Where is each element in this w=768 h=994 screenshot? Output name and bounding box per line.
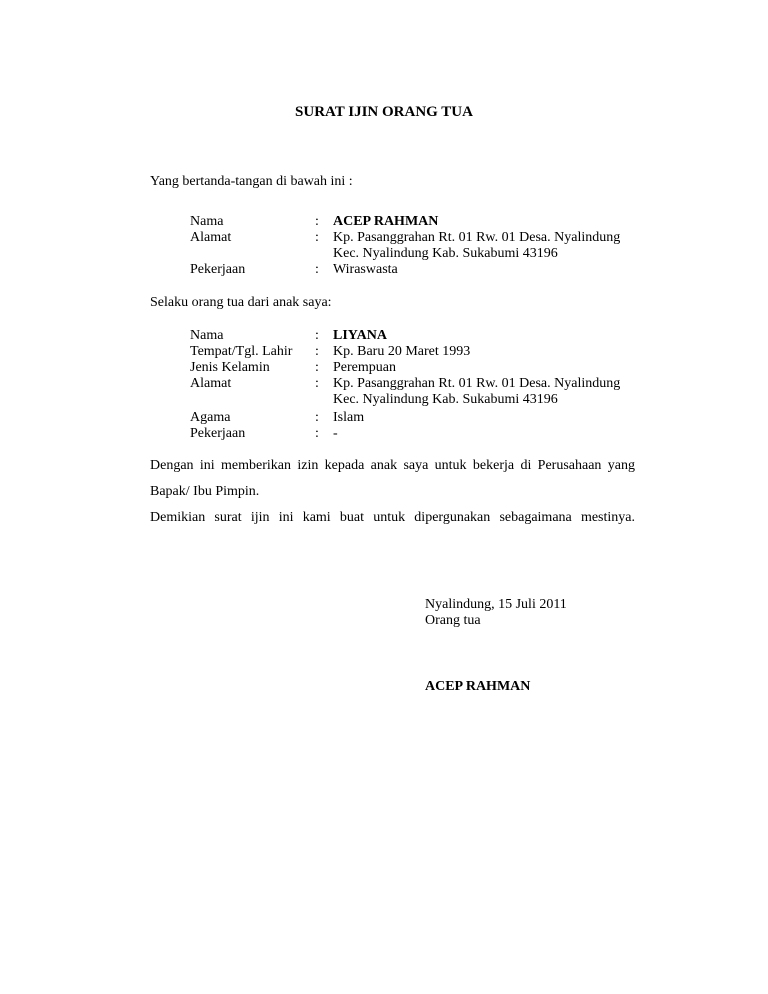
colon: : xyxy=(315,410,319,425)
signer-address-line2: Kec. Nyalindung Kab. Sukabumi 43196 xyxy=(333,246,558,261)
colon: : xyxy=(315,328,319,343)
child-address-line1: Kp. Pasanggrahan Rt. 01 Rw. 01 Desa. Nyalindung xyxy=(333,376,621,391)
signature-name: ACEP RAHMAN xyxy=(425,679,531,694)
signer-address-line1: Kp. Pasanggrahan Rt. 01 Rw. 01 Desa. Nyalindung xyxy=(333,230,621,245)
child-gender-value: Perempuan xyxy=(333,360,396,375)
child-job-value: - xyxy=(333,426,338,441)
signer-role: Orang tua xyxy=(425,613,481,628)
signer-job-label: Pekerjaan xyxy=(190,262,246,277)
child-name-label: Nama xyxy=(190,328,224,343)
place-date: Nyalindung, 15 Juli 2011 xyxy=(425,597,567,612)
child-address-label: Alamat xyxy=(190,376,232,391)
signer-job-value: Wiraswasta xyxy=(333,262,398,277)
child-religion-value: Islam xyxy=(333,410,365,425)
signer-address-label: Alamat xyxy=(190,230,232,245)
closing-text: Demikian surat ijin ini kami buat untuk dipergunakan sebagaimana mestinya. xyxy=(150,510,635,525)
colon: : xyxy=(315,376,319,391)
child-address-line2: Kec. Nyalindung Kab. Sukabumi 43196 xyxy=(333,392,558,407)
colon: : xyxy=(315,230,319,245)
intro-text: Yang bertanda-tangan di bawah ini : xyxy=(150,174,353,189)
letter-title: SURAT IJIN ORANG TUA xyxy=(295,104,473,120)
child-intro-text: Selaku orang tua dari anak saya: xyxy=(150,295,332,310)
colon: : xyxy=(315,262,319,277)
colon: : xyxy=(315,214,319,229)
child-gender-label: Jenis Kelamin xyxy=(190,360,270,375)
signer-name-label: Nama xyxy=(190,214,224,229)
colon: : xyxy=(315,426,319,441)
permission-text-line2: Bapak/ Ibu Pimpin. xyxy=(150,484,260,499)
permission-text-line1: Dengan ini memberikan izin kepada anak saya untuk bekerja di Perusahaan yang xyxy=(150,458,635,473)
child-job-label: Pekerjaan xyxy=(190,426,246,441)
child-birth-value: Kp. Baru 20 Maret 1993 xyxy=(333,344,471,359)
signer-name-value: ACEP RAHMAN xyxy=(333,214,439,229)
child-religion-label: Agama xyxy=(190,410,231,425)
child-birth-label: Tempat/Tgl. Lahir xyxy=(190,344,293,359)
child-name-value: LIYANA xyxy=(333,328,387,343)
colon: : xyxy=(315,360,319,375)
colon: : xyxy=(315,344,319,359)
